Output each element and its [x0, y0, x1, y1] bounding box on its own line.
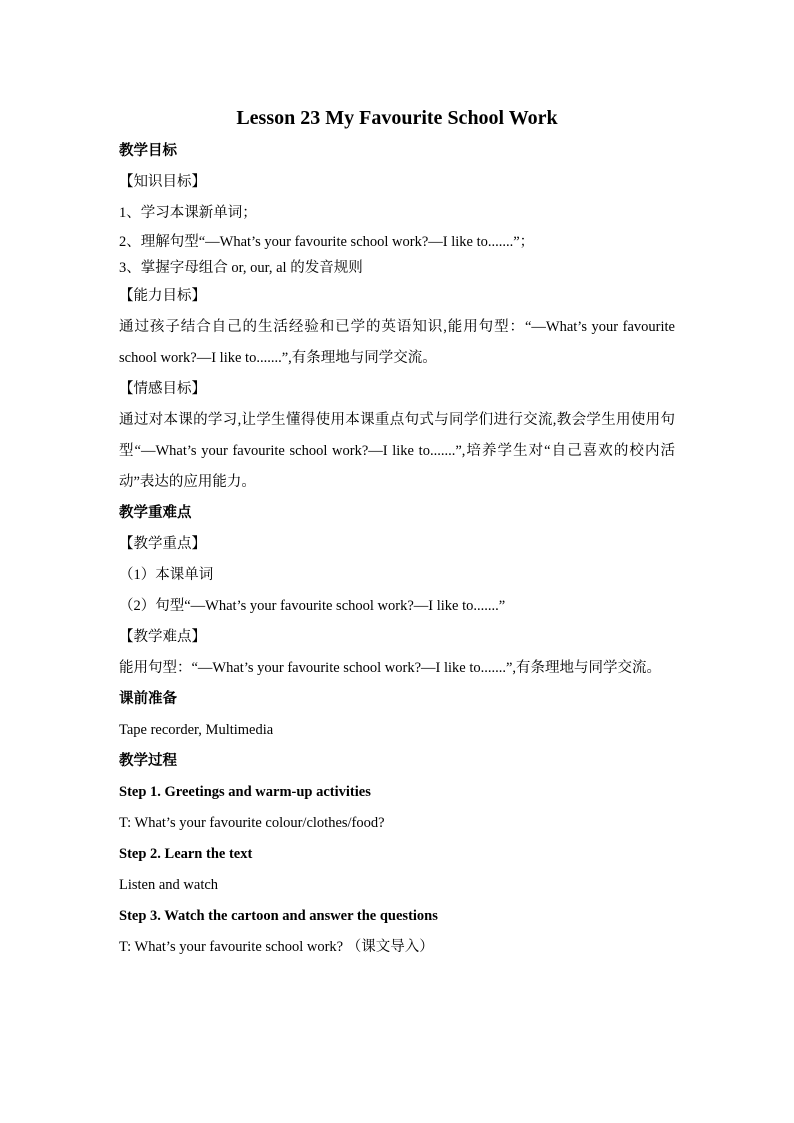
knowledge-heading: 【知识目标】: [119, 174, 206, 190]
emotion-paragraph: 通过对本课的学习,让学生懂得使用本课重点句式与同学们进行交流,教会学生用使用句型“—What’s your favourite school work?—I like to.......”,培养学生对“自己喜欢的校内活动”表达的应用能力。: [119, 412, 675, 490]
step-text: Listen and watch: [119, 877, 219, 893]
ability-paragraph: 通过孩子结合自己的生活经验和已学的英语知识,能用句型：“—What’s your favourite school work?—I like to.......”,有条理地与同学交流。: [119, 319, 675, 366]
emotion-heading: 【情感目标】: [119, 381, 206, 397]
document-page: [119, 104, 675, 963]
key-points-heading: 教学重难点: [119, 505, 192, 521]
step-text: T: What’s your favourite colour/clothes/food?: [119, 815, 385, 831]
difficulty-paragraph: 能用句型：“—What’s your favourite school work?—I like to.......”,有条理地与同学交流。: [119, 660, 662, 676]
step-heading: Step 1. Greetings and warm-up activities: [119, 784, 371, 800]
knowledge-item: 1、学习本课新单词；: [119, 205, 257, 221]
objectives-heading: 教学目标: [119, 143, 177, 159]
step-text: T: What’s your favourite school work? （课文导入）: [119, 939, 434, 955]
focus-item: （2）句型“—What’s your favourite school work?—I like to.......”: [119, 598, 506, 614]
process-heading: 教学过程: [119, 753, 177, 769]
knowledge-item: 2、理解句型“—What’s your favourite school work?—I like to.......”；: [119, 234, 535, 250]
document-title: Lesson 23 My Favourite School Work: [236, 107, 558, 129]
step-heading: Step 3. Watch the cartoon and answer the questions: [119, 908, 438, 924]
knowledge-item: 3、掌握字母组合 or, our, al 的发音规则: [119, 260, 363, 276]
ability-heading: 【能力目标】: [119, 288, 206, 304]
difficulty-heading: 【教学难点】: [119, 629, 206, 645]
preparation-heading: 课前准备: [119, 691, 177, 707]
focus-item: （1）本课单词: [119, 567, 214, 583]
step-heading: Step 2. Learn the text: [119, 846, 253, 862]
preparation-text: Tape recorder, Multimedia: [119, 722, 274, 738]
focus-heading: 【教学重点】: [119, 536, 206, 552]
